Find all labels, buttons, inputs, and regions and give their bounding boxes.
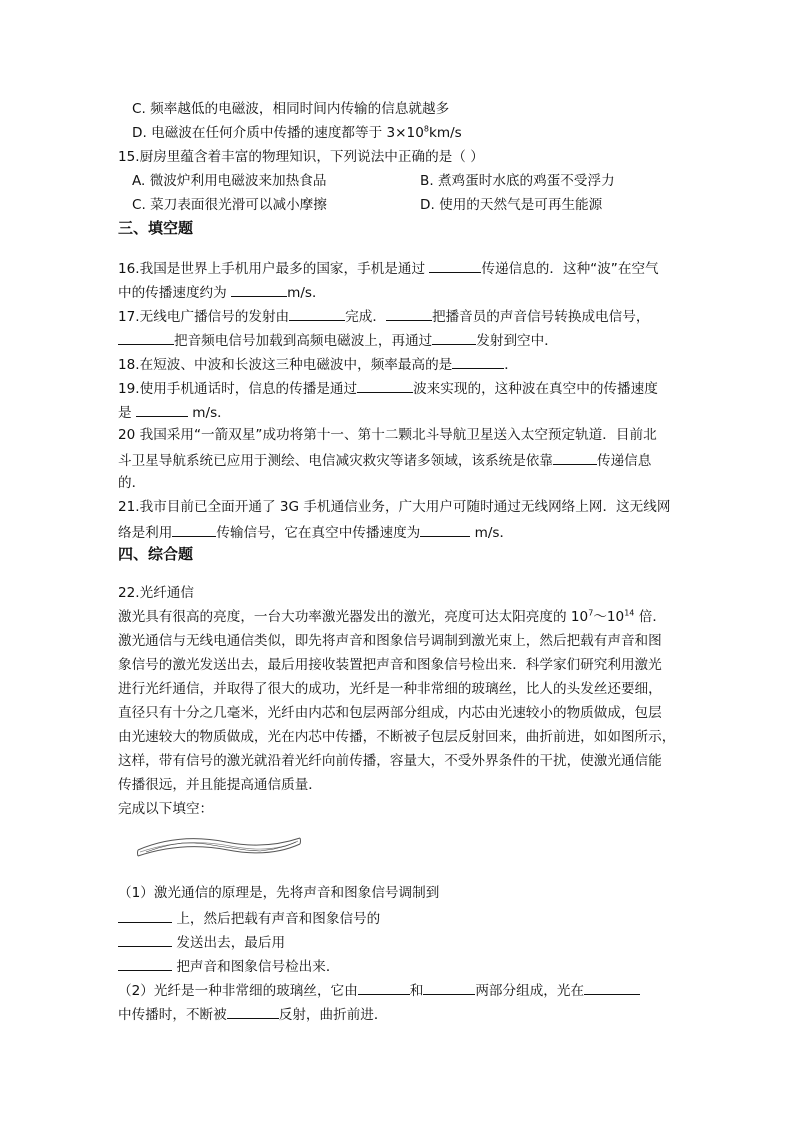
q22-paragraph-line: 象信号的激光发送出去，最后用接收装置把声音和图象信号检出来．科学家们研究利用激光 — [118, 657, 662, 673]
q22-paragraph-line: 这样，带有信号的激光就沿着光纤向前传播，容量大，不受外界条件的干扰，使激光通信能 — [118, 753, 662, 769]
answer-blank — [423, 980, 475, 995]
q15-option-c: C. 菜刀表面很光滑可以减小摩擦 — [132, 197, 327, 213]
q15-option-a: A. 微波炉利用电磁波来加热食品 — [132, 173, 327, 189]
answer-blank — [432, 330, 476, 345]
q22-sub2-line-1: （2）光纤是一种非常细的玻璃丝，它由 和 两部分组成，光在 — [118, 980, 640, 1000]
answer-blank — [118, 956, 172, 971]
answer-blank — [231, 282, 287, 297]
answer-blank — [386, 306, 432, 321]
q20-line-3: 的． — [118, 475, 146, 491]
answer-blank — [357, 378, 413, 393]
answer-blank — [429, 258, 481, 273]
q18-line-1: 18.在短波、中波和长波这三种电磁波中，频率最高的是 ． — [118, 354, 518, 374]
answer-blank — [584, 980, 640, 995]
q15-option-d: D. 使用的天然气是可再生能源 — [420, 197, 603, 213]
answer-blank — [172, 522, 216, 537]
answer-blank — [358, 980, 410, 995]
q17-line-2: 把音频电信号加载到高频电磁波上，再通过 发射到空中． — [118, 330, 558, 350]
q22-paragraph-line: 由光速较大的物质做成，光在内芯中传播，不断被子包层反射回来，曲折前进，如如图所示， — [118, 729, 676, 745]
q20-line-1: 20 我国采用“一箭双星”成功将第十一、第十二颗北斗导航卫星送入太空预定轨道．目前北 — [118, 427, 657, 443]
q22-instruction: 完成以下填空： — [118, 801, 214, 817]
answer-blank — [289, 306, 345, 321]
q21-line-2: 络是利用 传输信号，它在真空中传播速度为 m/s． — [118, 522, 513, 542]
q19-line-1: 19.使用手机通话时，信息的传播是通过 波来实现的，这种波在真空中的传播速度 — [118, 378, 658, 398]
q20-line-2: 斗卫星导航系统已应用于测绘、电信减灾救灾等诸多领域，该系统是依靠 传递信息 — [118, 450, 651, 470]
section-heading-comprehensive: 四、综合题 — [118, 545, 194, 563]
q16-line-1: 16.我国是世界上手机用户最多的国家，手机是通过 传递信息的．这种“波”在空气 — [118, 258, 659, 278]
answer-blank — [118, 932, 172, 947]
answer-blank — [227, 1004, 279, 1019]
q16-line-2: 中的传播速度约为 m/s． — [118, 282, 326, 302]
q19-line-2: 是 m/s． — [118, 402, 231, 422]
q22-sub1-line-2: 上，然后把载有声音和图象信号的 — [118, 908, 380, 928]
q22-paragraph-line: 传播很远，并且能提高通信质量． — [118, 777, 322, 793]
q22-sub1-line-1: （1）激光通信的原理是，先将声音和图象信号调制到 — [118, 885, 440, 901]
q22-sub1-line-3: 发送出去，最后用 — [118, 932, 285, 952]
q22-sub2-line-2: 中传播时，不断被 反射，曲折前进． — [118, 1004, 388, 1024]
optical-fiber-figure — [136, 830, 302, 864]
answer-blank — [420, 522, 470, 537]
q22-paragraph-line: 激光通信与无线电通信类似，即先将声音和图象信号调制到激光束上，然后把载有声音和图 — [118, 633, 662, 649]
q22-paragraph-line: 激光具有很高的亮度，一台大功率激光器发出的激光，亮度可达太阳亮度的 $10^7\sim 10^{14}$ 倍． — [118, 608, 666, 625]
q22-sub1-line-4: 把声音和图象信号检出来． — [118, 956, 339, 976]
q15-stem: 15.厨房里蕴含着丰富的物理知识，下列说法中正确的是（ ） — [118, 149, 484, 165]
answer-blank — [452, 354, 504, 369]
answer-blank — [118, 330, 174, 345]
q22-title: 22.光纤通信 — [118, 585, 194, 601]
section-heading-fill-blank: 三、填空题 — [118, 219, 194, 237]
q14-option-d: D. 电磁波在任何介质中传播的速度都等于 $3\times 10^8km/s$ — [132, 124, 462, 141]
q22-paragraph-line: 直径只有十分之几毫米，光纤由内芯和包层两部分组成，内芯由光速较小的物质做成，包层 — [118, 705, 662, 721]
q22-paragraph-line: 进行光纤通信，并取得了很大的成功，光纤是一种非常细的玻璃丝，比人的头发丝还要细， — [118, 681, 662, 697]
answer-blank — [136, 402, 188, 417]
q15-option-b: B. 煮鸡蛋时水底的鸡蛋不受浮力 — [420, 173, 615, 189]
q17-line-1: 17.无线电广播信号的发射由 完成． 把播音员的声音信号转换成电信号， — [118, 306, 649, 326]
answer-blank — [118, 908, 172, 923]
answer-blank — [553, 450, 597, 465]
q14-option-c: C. 频率越低的电磁波，相同时间内传输的信息就越多 — [132, 101, 450, 117]
q21-line-1: 21.我市目前已全面开通了 3G 手机通信业务，广大用户可随时通过无线网络上网．这无线网 — [118, 499, 671, 515]
